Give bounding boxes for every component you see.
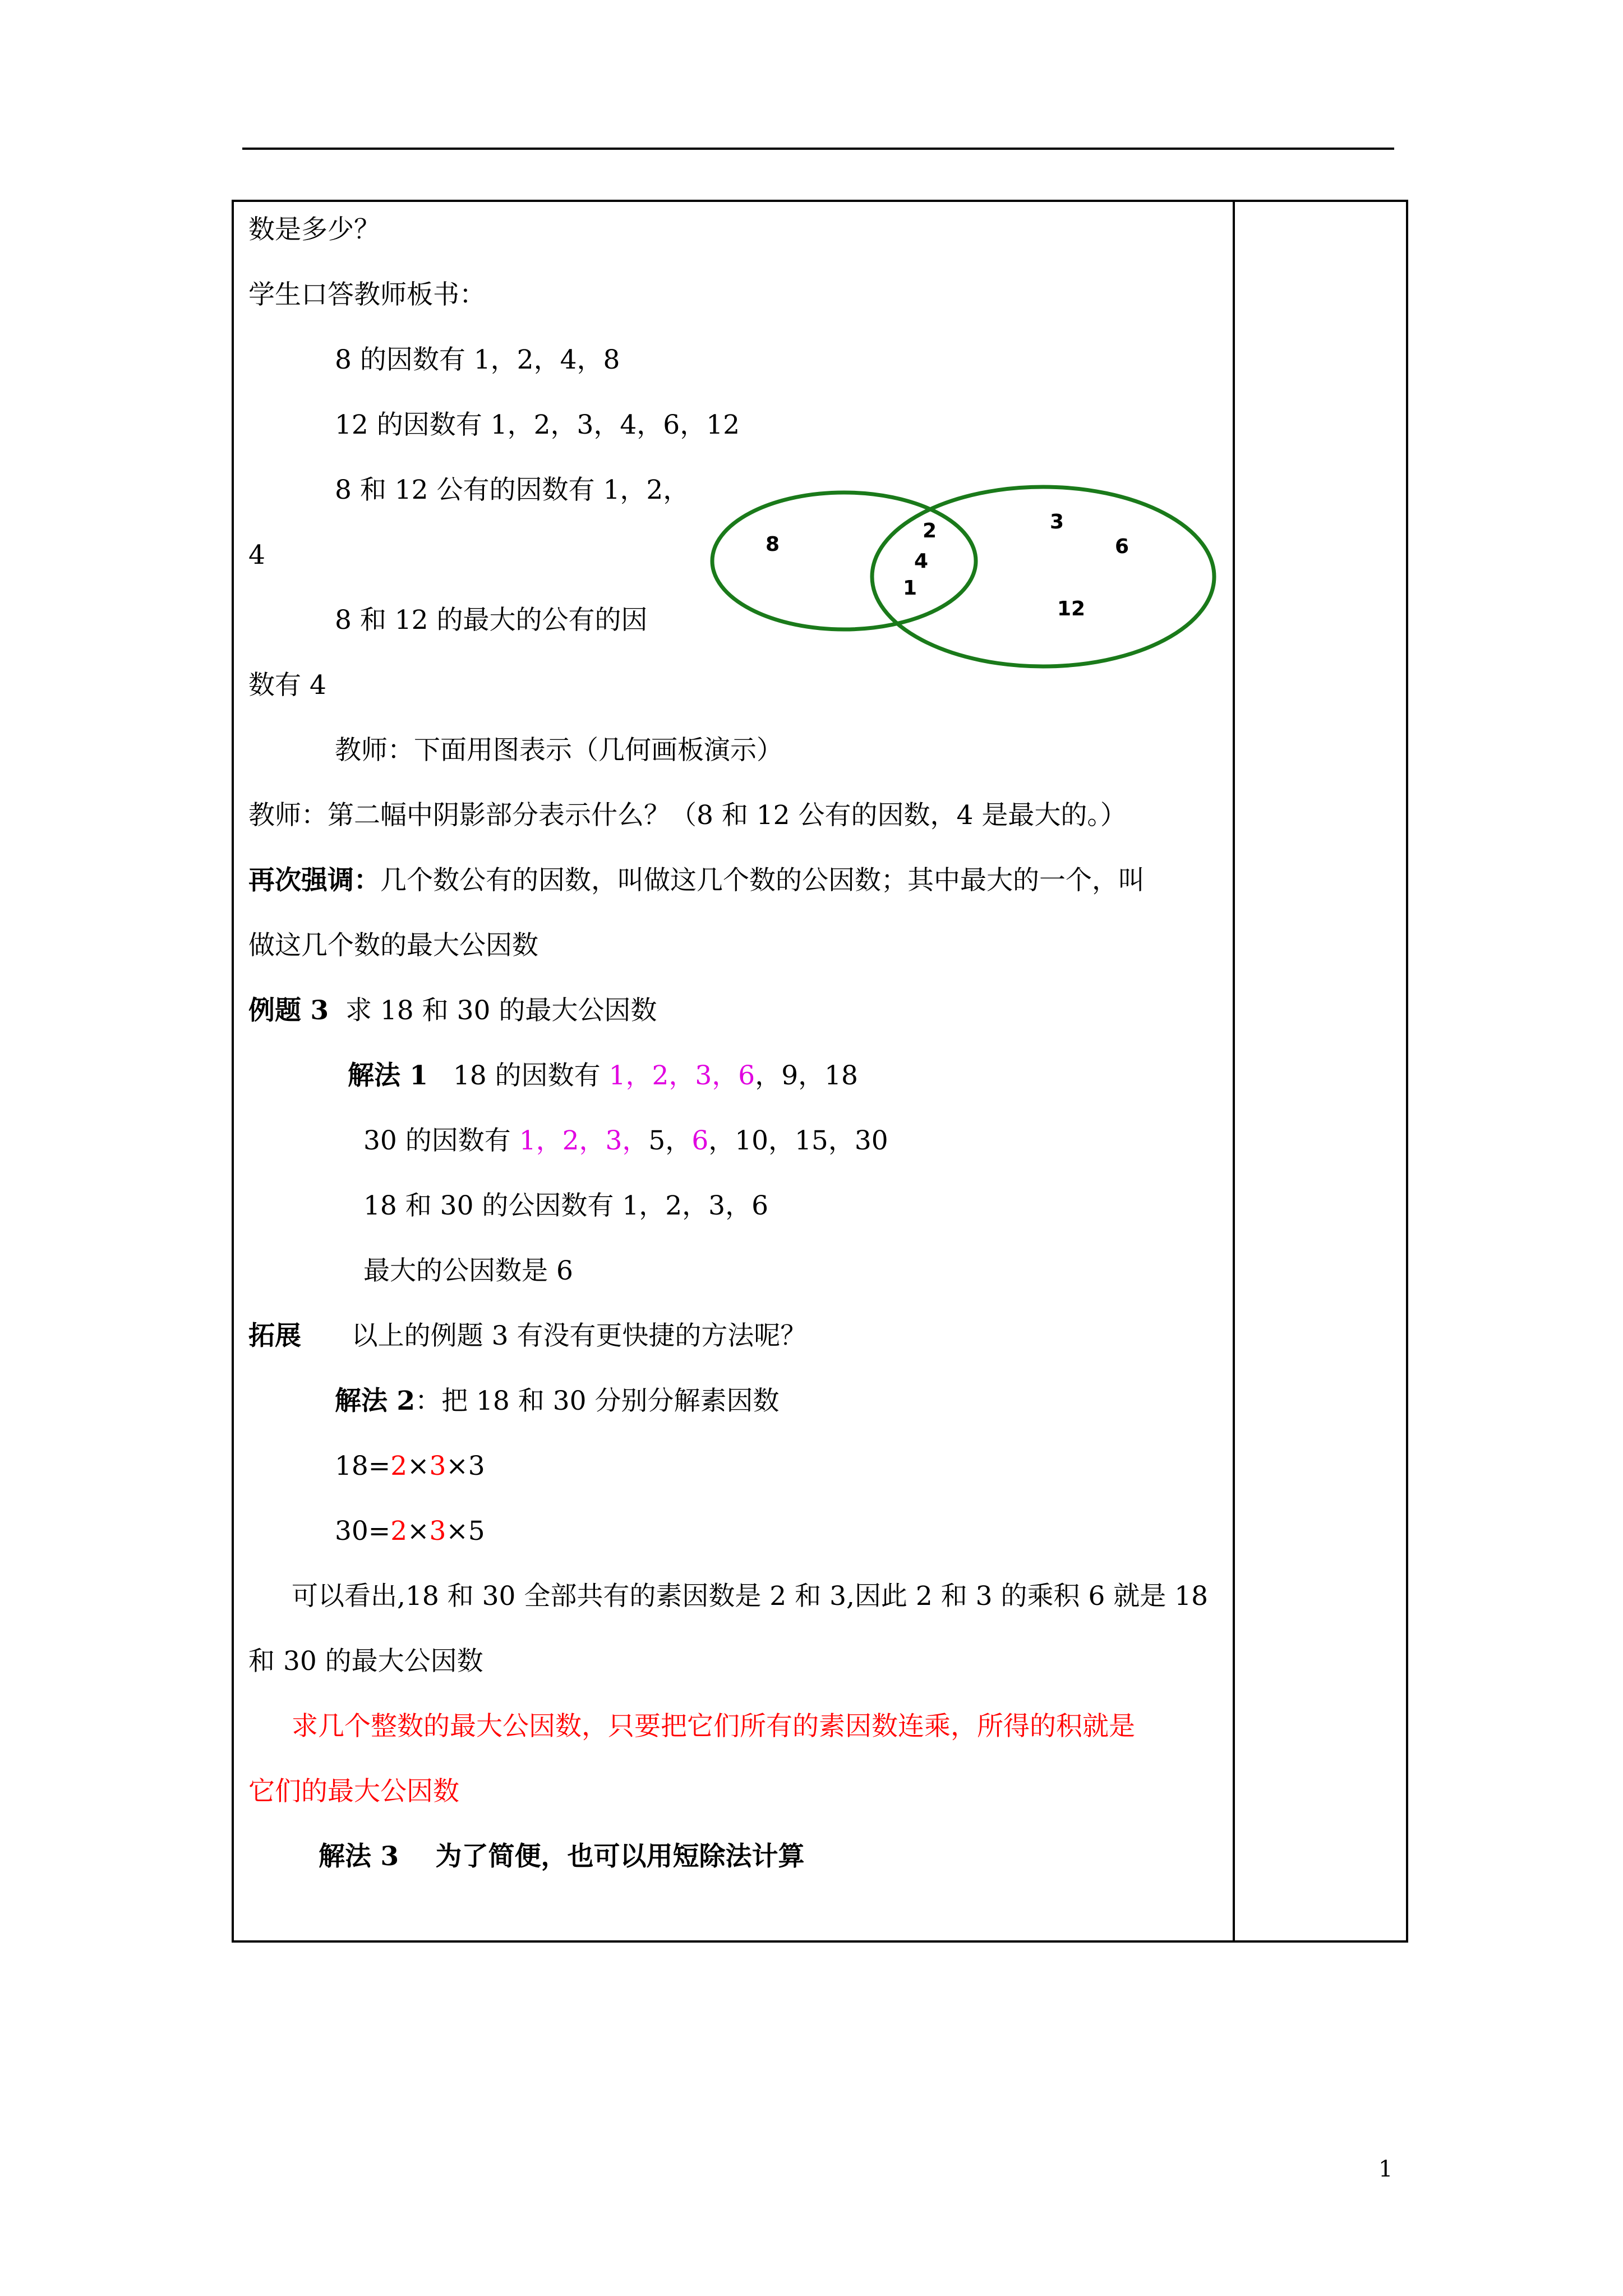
- text-span: ：把 18 和 30 分别分解素因数: [415, 1386, 780, 1416]
- text-span: 30=: [335, 1516, 391, 1547]
- text-line: 最大的公因数是 6: [363, 1255, 573, 1286]
- text-span: ×3: [446, 1451, 485, 1481]
- text-line: 18 和 30 的公因数有 1，2，3，6: [363, 1190, 768, 1221]
- text-line: [363, 1124, 888, 1158]
- highlighted-factors: 6: [691, 1125, 709, 1156]
- venn-number: 4: [914, 550, 929, 573]
- text-line: 可以看出,18 和 30 全部共有的素因数是 2 和 3,因此 2 和 3 的乘积 6 就是 18: [292, 1581, 1209, 1612]
- text-span: ×5: [446, 1516, 485, 1547]
- venn-number: 6: [1115, 535, 1129, 558]
- method-label: 解法 2: [335, 1386, 416, 1416]
- text-line: 12 的因数有 1，2，3，4，6，12: [335, 409, 740, 440]
- highlighted-factors: 1，2，3，: [519, 1125, 649, 1156]
- text-line: [248, 864, 1145, 898]
- table-column-divider: [1233, 200, 1235, 1943]
- text-span: 5，: [648, 1125, 692, 1156]
- text-line: [248, 1319, 806, 1353]
- text-line: [348, 1059, 858, 1093]
- common-factor: 3: [429, 1516, 446, 1547]
- text-line: 4: [248, 540, 265, 570]
- text-line: [335, 1515, 485, 1548]
- venn-number: 2: [923, 519, 937, 542]
- text-line: 教师：下面用图表示（几何画板演示）: [335, 735, 783, 766]
- venn-number: 1: [903, 577, 917, 600]
- common-factor: 3: [429, 1451, 446, 1481]
- text-span: ×: [407, 1516, 430, 1547]
- text-line: 做这几个数的最大公因数: [248, 930, 538, 961]
- text-line: 8 和 12 的最大的公有的因: [335, 605, 648, 636]
- rule-statement: 求几个整数的最大公因数，只要把它们所有的素因数连乘，所得的积就是: [292, 1711, 1135, 1742]
- text-line: 和 30 的最大公因数: [248, 1646, 483, 1677]
- text-line: 教师：第二幅中阴影部分表示什么？（8 和 12 公有的因数，4 是最大的。）: [248, 800, 1127, 831]
- method-label: 解法 1: [348, 1060, 428, 1091]
- text-span: ，10，15，30: [708, 1125, 888, 1156]
- highlighted-factors: 1，2，3，6: [608, 1060, 755, 1091]
- text-span: 以上的例题 3 有没有更快捷的方法呢？: [301, 1320, 807, 1351]
- text-line: 学生口答教师板书：: [248, 279, 486, 310]
- text-line: 数是多少？: [248, 214, 380, 245]
- text-span: ×: [407, 1451, 430, 1481]
- emphasis-label: 再次强调：: [248, 865, 380, 896]
- text-span: 30 的因数有: [363, 1125, 519, 1156]
- header-rule: [242, 148, 1394, 150]
- text-line: 8 的因数有 1，2，4，8: [335, 344, 620, 375]
- text-line: 8 和 12 公有的因数有 1，2，: [335, 475, 690, 505]
- text-line: [248, 994, 657, 1028]
- text-line: 数有 4: [248, 670, 326, 701]
- venn-number: 3: [1050, 510, 1064, 533]
- text-line: 解法 3 为了简便，也可以用短除法计算: [319, 1841, 805, 1872]
- text-span: 几个数公有的因数，叫做这几个数的公因数；其中最大的一个，叫: [380, 865, 1145, 896]
- text-span: ，9，18: [755, 1060, 858, 1091]
- text-span: 18 的因数有: [428, 1060, 609, 1091]
- venn-number: 8: [766, 533, 780, 556]
- common-factor: 2: [390, 1451, 408, 1481]
- text-line: [335, 1450, 485, 1483]
- example-label: 例题 3: [248, 995, 329, 1026]
- venn-circle-12: [872, 487, 1214, 666]
- common-factor: 2: [390, 1516, 408, 1547]
- venn-circle-8: [712, 493, 976, 629]
- page-number: 1: [1378, 2156, 1393, 2182]
- venn-number: 12: [1057, 597, 1086, 620]
- text-span: 求 18 和 30 的最大公因数: [329, 995, 657, 1026]
- extension-label: 拓展: [248, 1320, 301, 1351]
- text-span: 18=: [335, 1451, 391, 1481]
- venn-diagram: [701, 482, 1223, 673]
- rule-statement: 它们的最大公因数: [248, 1776, 459, 1807]
- text-line: [335, 1384, 779, 1418]
